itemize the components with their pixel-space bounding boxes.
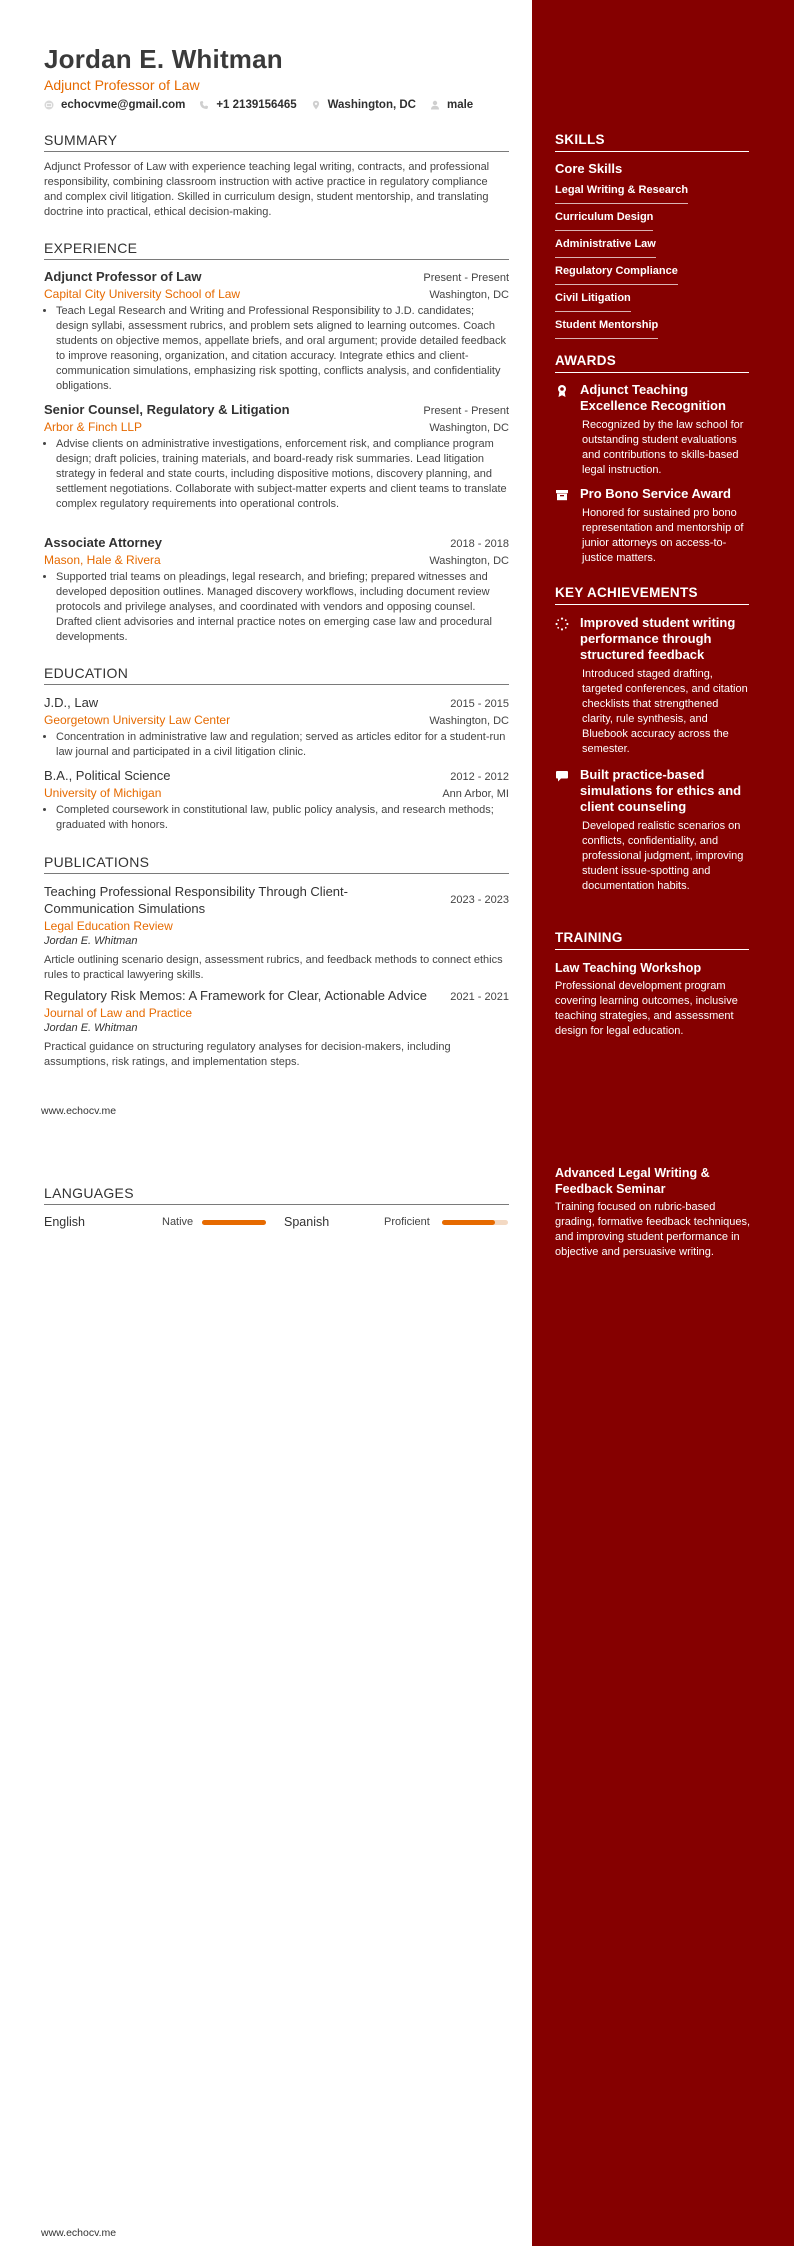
skill-item: Legal Writing & Research xyxy=(555,182,688,204)
summary-text: Adjunct Professor of Law with experience teaching legal writing, contracts, and professional responsibility, combining classroom instruction with active practice in regulatory compliance and complex civil litigation. Skilled in curriculum design, student mentorship, and translating doctrine into practical, ethical decision-making. xyxy=(44,161,490,218)
contact-location xyxy=(311,99,416,111)
achievement-description: Developed realistic scenarios on conflicts, confidentiality, and professional judgment, improving student issue-spotting and documentation habits. xyxy=(582,820,744,892)
training-description: Training focused on rubric-based grading, formative feedback techniques, and improving student performance in objective and persuasive writing. xyxy=(555,1201,751,1258)
achievement-item xyxy=(555,615,751,757)
skill-item: Administrative Law xyxy=(555,236,656,258)
candidate-role: Adjunct Professor of Law xyxy=(44,77,200,93)
languages-title: LANGUAGES xyxy=(44,1185,509,1205)
school-location: Ann Arbor, MI xyxy=(442,788,509,800)
contact-phone[interactable] xyxy=(199,99,296,111)
publications-title: PUBLICATIONS xyxy=(44,854,509,874)
degree-title: J.D., Law xyxy=(44,695,99,710)
job-location: Washington, DC xyxy=(429,555,509,567)
job-date: Present - Present xyxy=(423,272,509,284)
email-icon xyxy=(44,100,54,110)
publication-journal: Journal of Law and Practice xyxy=(44,1006,193,1020)
language-level: Proficient xyxy=(384,1216,430,1228)
award-item xyxy=(555,382,751,478)
training-title-text: Advanced Legal Writing & Feedback Seminar xyxy=(555,1166,710,1196)
award-ribbon-icon xyxy=(555,384,569,398)
education-item xyxy=(44,768,509,833)
job-date: Present - Present xyxy=(423,405,509,417)
candidate-name: Jordan E. Whitman xyxy=(44,44,283,74)
award-title: Adjunct Teaching Excellence Recognition xyxy=(580,382,726,413)
contact-email[interactable] xyxy=(44,99,185,111)
publication-author: Jordan E. Whitman xyxy=(44,935,138,947)
language-bar xyxy=(442,1220,508,1225)
award-item xyxy=(555,486,751,566)
phone-text: +1 2139156465 xyxy=(216,99,297,111)
education-bullet: • Concentration in administrative law and regulation; served as articles editor for a student-run law journal and participated in a civil litigation clinic. xyxy=(56,730,509,760)
skill-item: Student Mentorship xyxy=(555,317,658,339)
education-title: EDUCATION xyxy=(44,665,509,685)
email-text: echocvme@gmail.com xyxy=(61,99,186,111)
skills-title: SKILLS xyxy=(555,132,749,152)
job-bullet: • Teach Legal Research and Writing and Professional Responsibility to J.D. candidates; design syllabi, assessment rubrics, and problem sets aligned to learning outcomes. Coach students on objective memos, appellate briefs, and oral argument; provide detailed feedback to improve reasoning, organization, and citation accuracy. Integrate ethics and client-communication simulations, emphasizing risk spotting, conflicts analysis, and confidentiality obligations. xyxy=(56,304,509,394)
gender-text: male xyxy=(446,99,474,111)
website-link[interactable]: www.echocv.me xyxy=(41,1105,117,1117)
publication-description: Article outlining scenario design, assessment rubrics, and feedback methods to connect ethics rules to practical lawyering skills. xyxy=(44,954,503,981)
phone-icon xyxy=(199,100,209,110)
education-bullets xyxy=(44,803,509,833)
experience-item xyxy=(44,535,509,645)
education-date: 2012 - 2012 xyxy=(450,771,509,783)
skill-item: Civil Litigation xyxy=(555,290,631,312)
experience-item xyxy=(44,402,509,512)
achievement-title: Built practice-based simulations for ethics and client counseling xyxy=(580,767,742,814)
contact-row xyxy=(44,99,473,111)
training-title-text: Law Teaching Workshop xyxy=(555,961,702,975)
job-title: Associate Attorney xyxy=(44,535,162,550)
job-title: Adjunct Professor of Law xyxy=(44,269,202,284)
publication-title: Teaching Professional Responsibility Through Client-Communication Simulations xyxy=(44,884,348,916)
achievement-description: Introduced staged drafting, targeted conferences, and citation checklists that strengthened clarity, rule synthesis, and Bluebook accuracy across the semester. xyxy=(582,668,748,755)
job-date: 2018 - 2018 xyxy=(450,538,509,550)
education-item xyxy=(44,695,509,760)
language-level: Native xyxy=(162,1216,194,1228)
job-bullets xyxy=(44,304,509,394)
job-location: Washington, DC xyxy=(429,422,509,434)
award-description: Honored for sustained pro bono representation and mentorship of junior attorneys on access-to-justice matters. xyxy=(582,507,744,564)
languages-row xyxy=(44,1214,509,1230)
award-title: Pro Bono Service Award xyxy=(580,486,731,501)
language-bar-fill xyxy=(442,1220,495,1225)
publication-title: Regulatory Risk Memos: A Framework for Clear, Actionable Advice xyxy=(44,988,427,1003)
publication-author: Jordan E. Whitman xyxy=(44,1022,138,1034)
publication-journal: Legal Education Review xyxy=(44,919,173,933)
job-bullets xyxy=(44,437,509,512)
awards-title: AWARDS xyxy=(555,353,749,373)
job-organization: Mason, Hale & Rivera xyxy=(44,553,161,567)
contact-gender xyxy=(430,99,473,111)
education-bullet: • Completed coursework in constitutional law, public policy analysis, and research methods; graduated with honors. xyxy=(56,803,509,833)
job-bullet: • Supported trial teams on pleadings, legal research, and briefing; prepared witnesses and developed deposition outlines. Managed discovery workflows, including document review protocols and privilege analyses, and coordinated with vendors and opposing counsel. Drafted client advisories and internal practice notes on emerging case law and procedural developments. xyxy=(56,570,509,645)
user-icon xyxy=(430,100,440,110)
language-name: English xyxy=(44,1215,85,1229)
skill-item: Curriculum Design xyxy=(555,209,653,231)
training-item xyxy=(555,960,751,1039)
website-link-bottom[interactable]: www.echocv.me xyxy=(41,2227,117,2239)
skills-group-title: Core Skills xyxy=(555,161,623,176)
training-item xyxy=(555,1165,751,1260)
location-text: Washington, DC xyxy=(327,99,416,111)
summary-title: SUMMARY xyxy=(44,132,509,152)
experience-item xyxy=(44,269,509,394)
achievement-title: Improved student writing performance through structured feedback xyxy=(580,615,736,662)
achievements-title: KEY ACHIEVEMENTS xyxy=(555,585,749,605)
job-organization: Arbor & Finch LLP xyxy=(44,420,143,434)
experience-title: EXPERIENCE xyxy=(44,240,509,260)
skills-list xyxy=(555,180,749,342)
training-title: TRAINING xyxy=(555,930,749,950)
skill-item: Regulatory Compliance xyxy=(555,263,678,285)
chat-bubble-icon xyxy=(555,769,569,783)
publication-date: 2023 - 2023 xyxy=(450,894,509,906)
achievement-item xyxy=(555,767,751,894)
location-icon xyxy=(311,100,321,110)
archive-box-icon xyxy=(555,488,569,502)
publication-item xyxy=(44,883,509,983)
language-name: Spanish xyxy=(284,1215,330,1229)
training-description: Professional development program covering learning outcomes, inclusive teaching strategies, and assessment design for legal education. xyxy=(555,980,738,1037)
degree-title: B.A., Political Science xyxy=(44,768,171,783)
publication-description: Practical guidance on structuring regulatory analyses for decision-makers, including assumptions, risk ratings, and implementation steps. xyxy=(44,1041,451,1068)
sparkle-icon xyxy=(555,617,569,631)
job-title: Senior Counsel, Regulatory & Litigation xyxy=(44,402,290,417)
job-location: Washington, DC xyxy=(429,289,509,301)
school-name: Georgetown University Law Center xyxy=(44,713,231,727)
publication-item xyxy=(44,987,509,1070)
job-bullets xyxy=(44,570,509,645)
language-bar-fill xyxy=(202,1220,266,1225)
language-bar xyxy=(202,1220,266,1225)
award-description: Recognized by the law school for outstanding student evaluations and contributions to skills-based legal instruction. xyxy=(582,419,744,476)
job-bullet: • Advise clients on administrative investigations, enforcement risk, and compliance program design; draft policies, training materials, and board-ready risk summaries. Lead litigation strategy in federal and state courts, including dispositive motions, discovery planning, and settlement negotiations. Collaborate with subject-matter experts and client teams to translate complex regulatory requirements into operational controls. xyxy=(56,437,509,512)
publication-date: 2021 - 2021 xyxy=(450,991,509,1003)
education-date: 2015 - 2015 xyxy=(450,698,509,710)
school-name: University of Michigan xyxy=(44,786,162,800)
education-bullets xyxy=(44,730,509,760)
school-location: Washington, DC xyxy=(429,715,509,727)
job-organization: Capital City University School of Law xyxy=(44,287,241,301)
